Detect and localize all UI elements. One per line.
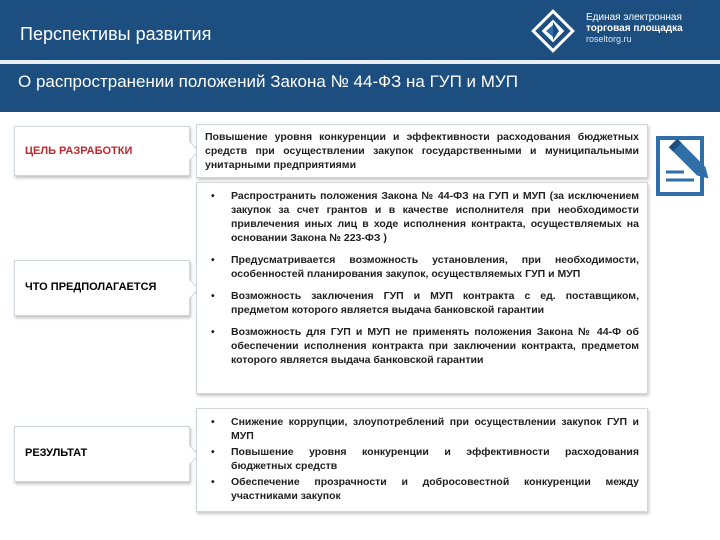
logo-line-2: торговая площадка: [586, 23, 683, 34]
section-plan-content: [196, 182, 648, 394]
document-pencil-icon: [654, 132, 710, 200]
section-plan-label-box: [14, 260, 190, 316]
logo-text: [586, 12, 683, 45]
list-item: • Возможность заключения ГУП и МУП контракта с ед. поставщиком, предметом которого является выдача банковской гарантии: [205, 289, 639, 317]
slide-subtitle: О распространении положений Закона № 44-ФЗ на ГУП и МУП: [18, 72, 518, 91]
section-result-content: [196, 408, 648, 512]
section-goal-label-box: [14, 126, 190, 176]
section-result-label: РЕЗУЛЬТАТ: [25, 447, 88, 459]
slide-title: Перспективы развития: [20, 24, 212, 44]
section-goal-text: Повышение уровня конкуренции и эффективности расходования бюджетных средств при осуществлении закупок государственными и муниципальными унитарными предприятиями: [205, 131, 639, 171]
logo-line-3: roseltorg.ru: [586, 34, 632, 44]
header-divider: [0, 60, 720, 64]
section-result-label-box: [14, 426, 190, 482]
list-item: • Предусматривается возможность установления, при необходимости, особенностей планирования закупок, осуществляемых ГУП и МУП: [205, 253, 639, 281]
list-item: • Распространить положения Закона № 44-ФЗ на ГУП и МУП (за исключением закупок за счет грантов и в качестве исполнителя при необходимости привлечения иных лиц в ходе исполнения контракта, осуществляемых на основании Закона № 223-ФЗ ): [205, 189, 639, 245]
list-item: • Обеспечение прозрачности и добросовестной конкуренции между участниками закупок: [205, 475, 639, 503]
roseltorg-logo-icon: [528, 6, 578, 56]
list-item: • Снижение коррупции, злоупотреблений при осуществлении закупок ГУП и МУП: [205, 415, 639, 443]
section-plan-label: ЧТО ПРЕДПОЛАГАЕТСЯ: [25, 281, 157, 293]
list-item: • Повышение уровня конкуренции и эффективности расходования бюджетных средств: [205, 445, 639, 473]
roseltorg-logo: [528, 6, 708, 56]
slide-header: [0, 0, 720, 112]
list-item: • Возможность для ГУП и МУП не применять положения Закона № 44-Ф об обеспечении исполнения контракта при заключении контракта, предметом которого является выдача банковской гарантии: [205, 325, 639, 367]
logo-line-1: Единая электронная: [586, 12, 682, 23]
section-goal-content: [196, 124, 648, 178]
section-goal-label: ЦЕЛЬ РАЗРАБОТКИ: [25, 145, 133, 157]
section-result-list: [205, 415, 639, 503]
section-plan-list: [205, 189, 639, 367]
